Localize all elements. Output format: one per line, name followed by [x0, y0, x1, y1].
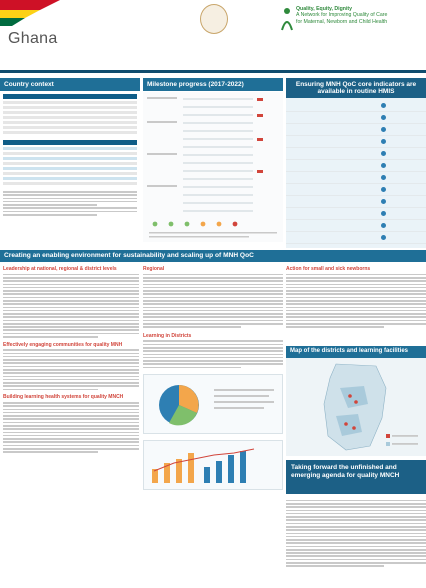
middle-text-column — [143, 266, 283, 584]
context-table-header — [3, 94, 137, 99]
enabling-banner: Creating an enabling environment for sustainability and scaling up of MNH QoC — [0, 250, 426, 262]
learning-heading: Learning in Districts — [143, 332, 192, 339]
building-heading: Building learning health systems for quality MNCH — [3, 394, 124, 401]
districts-map-graphic — [286, 358, 426, 456]
header-divider — [0, 70, 426, 73]
milestone-gantt — [143, 92, 283, 242]
country-context-title: Country context — [0, 78, 140, 91]
right-text-column — [286, 266, 426, 346]
figure-box-2 — [143, 440, 283, 490]
action-heading: Action for small and sick newborns — [286, 266, 371, 272]
take-forward-body — [286, 498, 426, 584]
leadership-heading: Leadership at national, regional & district levels — [3, 266, 117, 272]
hmis-panel — [286, 78, 426, 248]
network-logo-icon — [280, 6, 294, 32]
ghana-flag-ribbon — [0, 0, 60, 30]
take-forward-title: Taking forward the unfinished and emerging agenda for quality MNCH — [286, 460, 426, 494]
regional-heading: Regional — [143, 266, 165, 272]
country-name: Ghana — [8, 30, 58, 47]
context-table-2-header — [3, 140, 137, 145]
figure-box-1 — [143, 374, 283, 434]
milestone-title: Milestone progress (2017-2022) — [143, 78, 283, 91]
figure-1-graphic — [144, 375, 282, 433]
logo-line-1: Quality, Equity, Dignity — [296, 6, 353, 12]
page-header — [0, 0, 426, 62]
hmis-indicator-list — [286, 100, 426, 246]
engaging-heading: Effectively engaging communities for quality MNH — [3, 341, 123, 348]
logo-line-2: A Network for Improving Quality of Care — [296, 12, 388, 19]
hmis-title: Ensuring MNH QoC core indicators are available in routine HMIS — [286, 78, 426, 98]
map-panel — [286, 358, 426, 456]
logo-line-3: for Maternal, Newborn and Child Health — [296, 18, 388, 25]
coat-of-arms-seal — [200, 4, 228, 34]
map-title: Map of the districts and learning facilities — [286, 346, 426, 358]
country-context-panel — [0, 78, 140, 248]
left-text-column — [3, 266, 139, 584]
milestone-panel — [143, 78, 283, 248]
network-logo-text — [296, 6, 424, 25]
milestone-gantt-graphic — [143, 92, 283, 242]
figure-2-graphic — [144, 441, 282, 489]
